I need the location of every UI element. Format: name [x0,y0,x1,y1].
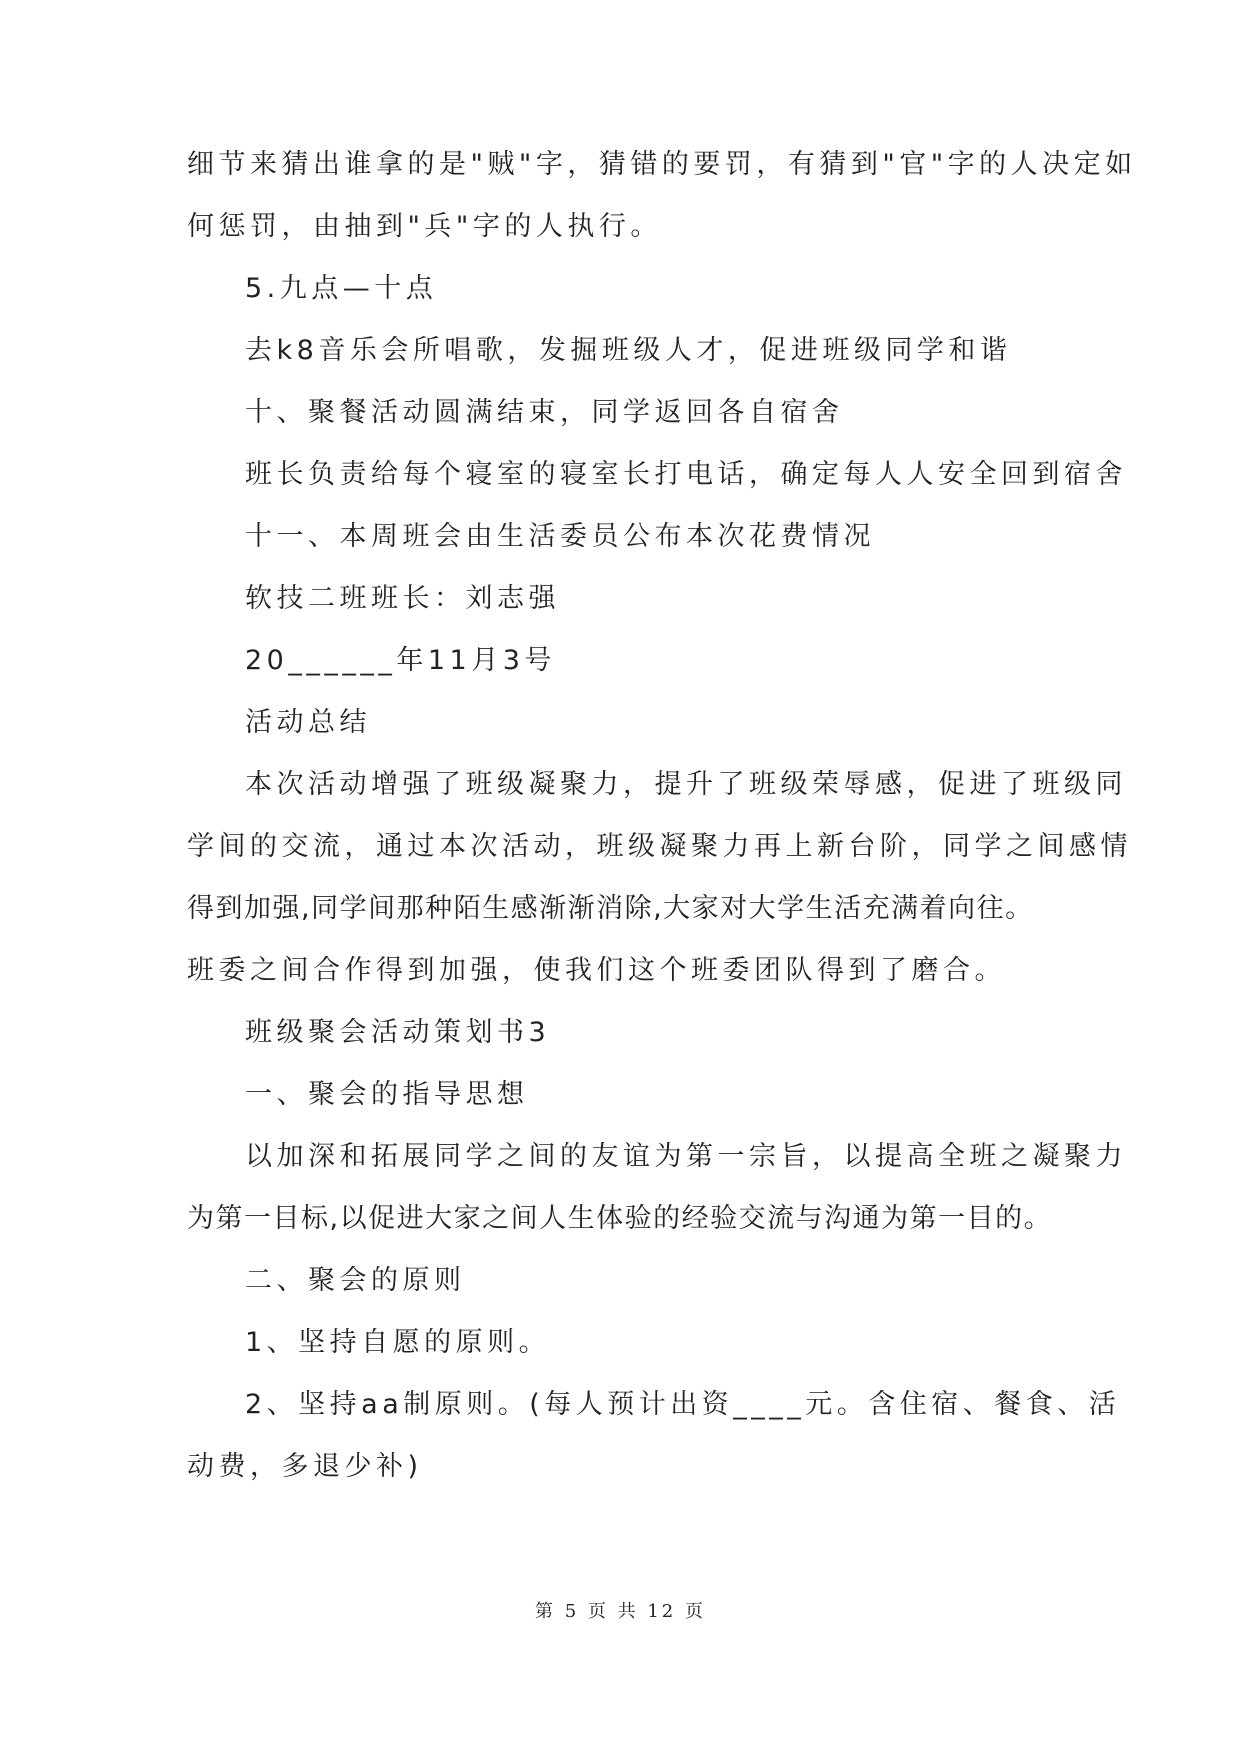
paragraph-line: 本次活动增强了班级凝聚力，提升了班级荣辱感，促进了班级同 [245,769,1127,800]
document-subtitle: 班级聚会活动策划书3 [245,1017,551,1048]
paragraph-line: 班长负责给每个寝室的寝室长打电话，确定每人人安全回到宿舍 [245,459,1127,490]
list-item: 1、坚持自愿的原则。 [245,1327,551,1358]
paragraph-line: 动费，多退少补) [187,1451,423,1482]
section-heading: 5.九点—十点 [245,273,438,304]
signature-line: 软技二班班长：刘志强 [245,583,560,614]
date-line: 20______年11月3号 [245,645,556,676]
section-heading: 十一、本周班会由生活委员公布本次花费情况 [245,521,875,552]
section-heading: 一、聚会的指导思想 [245,1079,529,1110]
list-item: 2、坚持aa制原则。(每人预计出资____元。含住宿、餐食、活 [245,1389,1121,1420]
paragraph-line: 去k8音乐会所唱歌，发掘班级人才，促进班级同学和谐 [245,335,1012,366]
section-heading: 活动总结 [245,707,371,738]
paragraph-line: 得到加强,同学间那种陌生感渐渐消除,大家对大学生活充满着向往。 [187,893,1034,924]
paragraph-line: 学间的交流，通过本次活动，班级凝聚力再上新台阶，同学之间感情 [187,831,1132,862]
section-heading: 二、聚会的原则 [245,1265,466,1296]
section-heading: 十、聚餐活动圆满结束，同学返回各自宿舍 [245,397,844,428]
page-number: 第 5 页 共 12 页 [535,1601,706,1622]
paragraph-line: 何惩罚，由抽到"兵"字的人执行。 [187,211,662,242]
paragraph-line: 细节来猜出谁拿的是"贼"字，猜错的要罚，有猜到"官"字的人决定如 [187,149,1137,180]
paragraph-line: 为第一目标,以促进大家之间人生体验的经验交流与沟通为第一目的。 [187,1203,1053,1234]
paragraph-line: 以加深和拓展同学之间的友谊为第一宗旨，以提高全班之凝聚力 [245,1141,1127,1172]
paragraph-line: 班委之间合作得到加强，使我们这个班委团队得到了磨合。 [187,955,1006,986]
